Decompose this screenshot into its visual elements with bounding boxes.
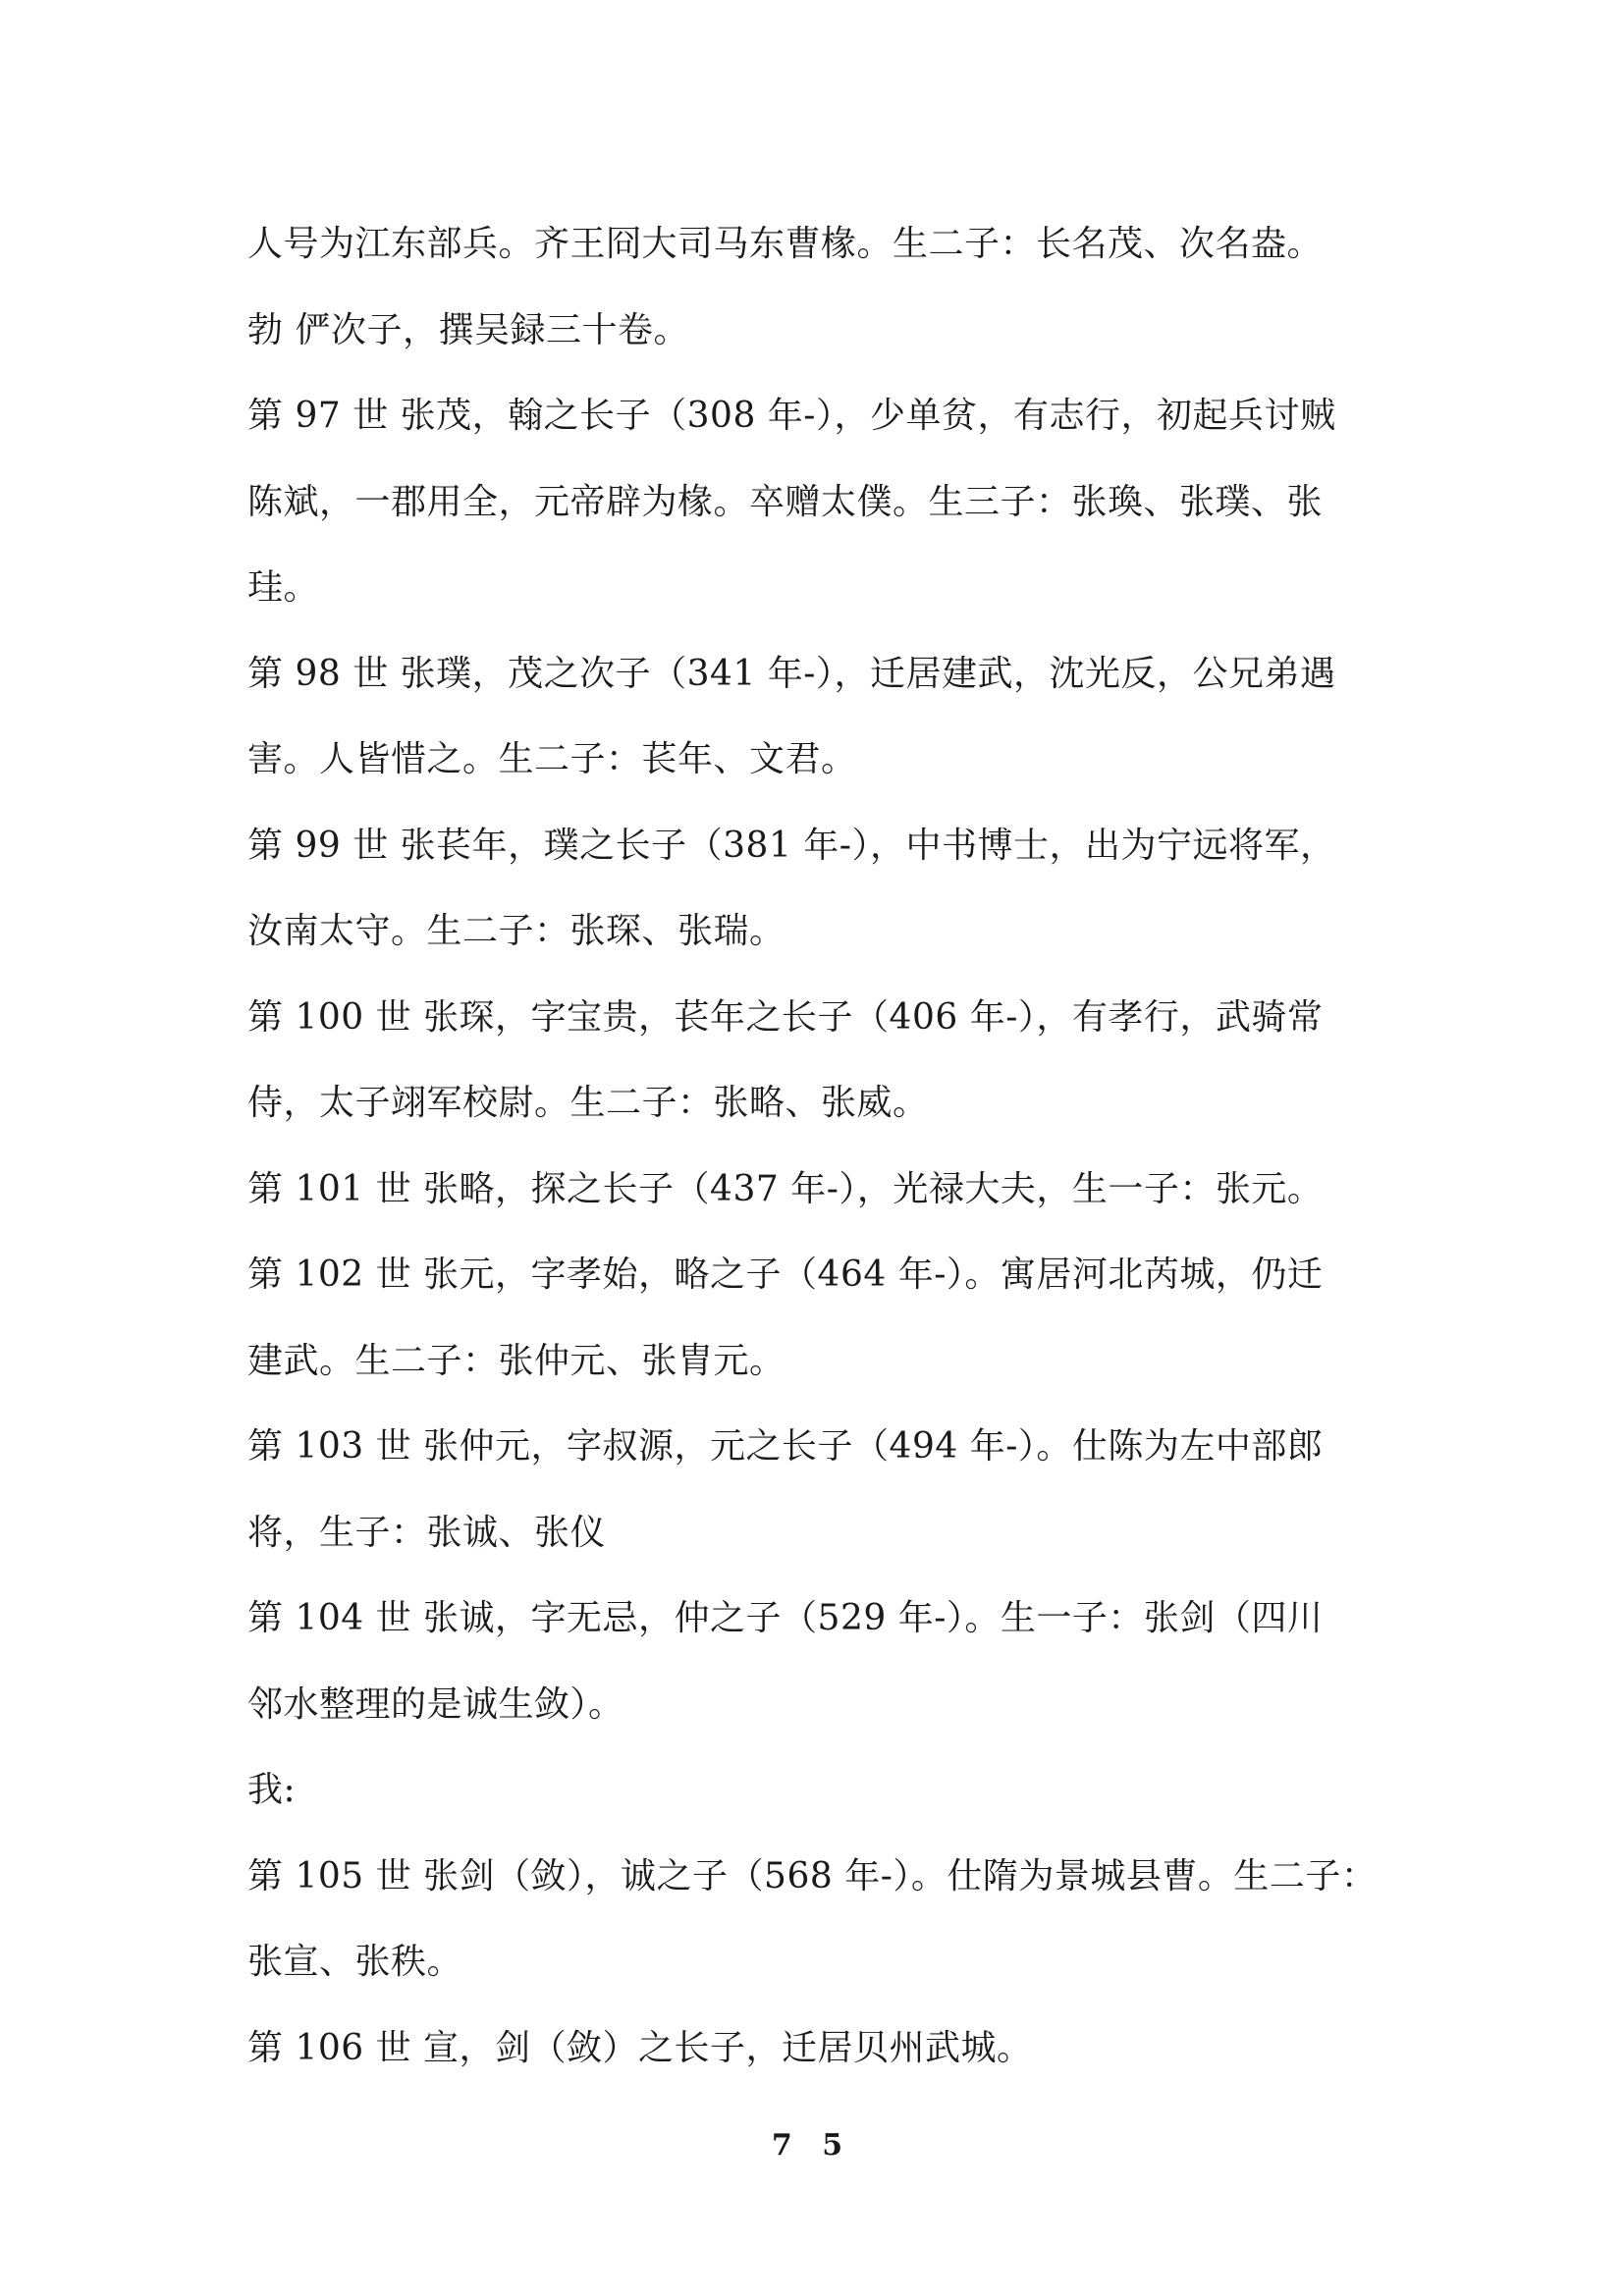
text-line: 张宣、张秩。	[247, 1942, 463, 1982]
text-line: 害。人皆惜之。生二子：苌年、文君。	[247, 739, 857, 779]
text-line: 邻水整理的是诚生敛）。	[247, 1683, 624, 1725]
text-line: 建武。生二子：张仲元、张胄元。	[247, 1340, 785, 1381]
text-line: 第 100 世 张琛，字宝贵，苌年之长子（406 年-），有孝行，武骑常	[247, 996, 1324, 1038]
text-line: 将，生子：张诚、张仪	[247, 1512, 607, 1553]
text-line: 第 98 世 张璞，茂之次子（341 年-），迁居建武，沈光反，公兄弟遇	[247, 653, 1336, 694]
text-line: 第 99 世 张苌年，璞之长子（381 年-），中书博士，出为宁远将军，	[247, 825, 1336, 866]
text-line: 第 106 世 宣，剑（敛）之长子，迁居贝州武城。	[247, 2027, 1033, 2068]
text-line: 珪。	[247, 567, 320, 608]
page-number: 7 5	[771, 2128, 853, 2163]
text-line: 第 102 世 张元，字孝始，略之子（464 年-）。寓居河北芮城，仍迁	[247, 1255, 1324, 1295]
text-line: 汝南太守。生二子：张琛、张瑞。	[247, 911, 785, 951]
text-line: 第 103 世 张仲元，字叔源，元之长子（494 年-）。仕陈为左中部郎	[247, 1426, 1324, 1467]
text-line: 第 104 世 张诚，字无忌，仲之子（529 年-）。生一子：张剑（四川	[247, 1598, 1324, 1638]
text-line: 第 105 世 张剑（敛），诚之子（568 年-）。仕隋为景城县曹。生二子：	[247, 1855, 1378, 1896]
text-line: 勃 俨次子，撰吴録三十卷。	[247, 309, 689, 350]
text-line: 第 97 世 张茂，翰之长子（308 年-），少单贫，有志行，初起兵讨贼	[247, 396, 1336, 436]
text-line: 人号为江东部兵。齐王冏大司马东曹椽。生二子：长名茂、次名盎。	[247, 224, 1324, 264]
body-text	[247, 201, 1386, 2091]
text-line: 第 101 世 张略，探之长子（437 年-），光禄大夫，生一子：张元。	[247, 1168, 1324, 1209]
text-line: 陈斌，一郡用全，元帝辟为椽。卒赠太僕。生三子：张瑍、张璞、张	[247, 481, 1324, 522]
text-line: 我:	[247, 1770, 297, 1810]
text-line: 侍，太子翊军校尉。生二子：张略、张威。	[247, 1083, 929, 1123]
